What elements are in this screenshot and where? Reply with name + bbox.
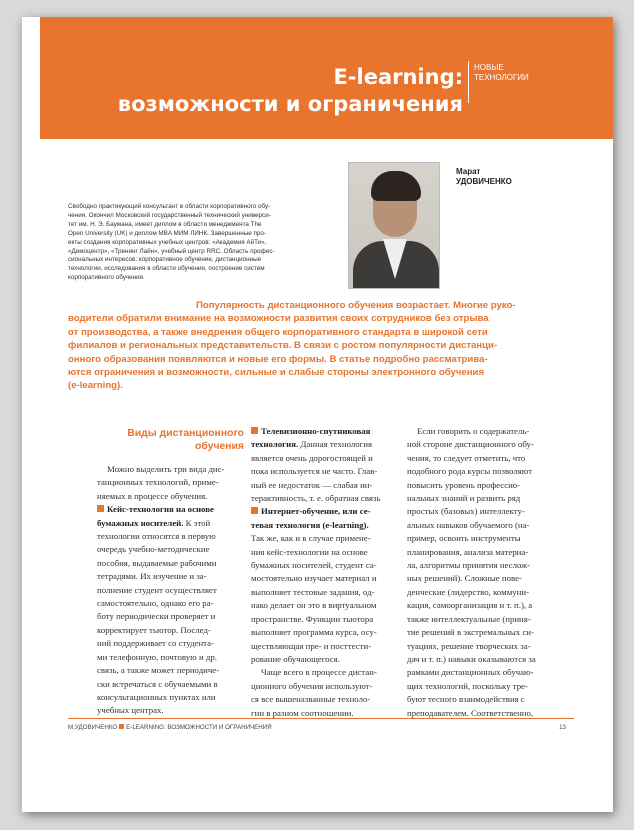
paragraph-line: ществляющая пре- и посттести- <box>251 640 372 651</box>
author-photo <box>348 162 440 289</box>
lead-line: от производства, а также внедрения общего корпоративного стандарта в широкой сети <box>68 326 488 338</box>
net-heading-line-2: тевая технология (e-learning). <box>251 519 369 530</box>
bio-line: «Демоцентр», «Тренинг Лайн», учебный центр RRC. Область профес- <box>68 247 275 255</box>
paragraph-line: Чаще всего в процессе дистан- <box>261 667 377 678</box>
text-column-1 <box>97 425 244 718</box>
rubric-line-2: ТЕХНОЛОГИИ <box>474 73 529 82</box>
paragraph-line: альных навыков обучаемого (на- <box>407 519 530 530</box>
bio-line: Свободно практикующий консультант в области корпоративного обу- <box>68 203 271 210</box>
paragraph-line: полнение студент осуществляет <box>97 584 217 595</box>
paragraph-line: подобного рода курсы позволяют <box>407 466 533 477</box>
paragraph-line: Так же, как и в случае примене- <box>251 533 371 544</box>
paragraph-line: ной стороне дистанционного обу- <box>407 439 534 450</box>
paragraph-line: пособия, выдаваемые рабочими <box>97 557 217 568</box>
footer-square-icon <box>119 724 124 729</box>
title-separator <box>468 61 469 103</box>
case-technology-heading-line-2 <box>97 517 244 530</box>
paragraph-line: выполняет тестовые задания, од- <box>251 586 375 597</box>
case-technology-heading <box>97 503 244 516</box>
bio-line: сиональных интересов: корпоративное обучение, дистанционные <box>68 256 262 264</box>
bio-line: чения. Окончил Московский государственный технический универси- <box>68 211 271 219</box>
tv-technology-heading <box>251 425 398 438</box>
lead-paragraph <box>68 299 574 393</box>
paragraph-line: рование обучающегося. <box>251 653 340 664</box>
paragraph-line: также интеллектуальные (приня- <box>407 613 531 624</box>
paragraph-line: гии в разном соотношении. <box>251 707 354 718</box>
rubric-label <box>474 63 564 83</box>
article-title <box>83 64 463 118</box>
paragraph-line: денческие (лидерство, коммуни- <box>407 586 530 597</box>
paragraph-line: пространстве. Функции тьютора <box>251 613 374 624</box>
paragraph-line: мостоятельно изучает материал и <box>251 573 377 584</box>
title-line-1: E-learning: <box>333 65 463 89</box>
case-heading-line-1: Кейс-технология на основе <box>107 504 214 515</box>
title-line-2: возможности и ограничения <box>117 92 463 116</box>
magazine-page <box>22 17 613 812</box>
paragraph-line: выполняет программа курса, осу- <box>251 627 377 638</box>
author-bio <box>68 203 340 283</box>
lead-line: ются ограничения и возможности, сильные и слабые стороны электронного обучения <box>68 367 485 379</box>
rubric-line-1: НОВЫЕ <box>474 63 504 72</box>
paragraph-line: Если говорить о содержатель- <box>417 426 530 436</box>
author-name <box>456 167 576 187</box>
paragraph-line: бумажных носителей, студент са- <box>251 560 377 571</box>
bio-line: корпоративного обучения. <box>68 274 145 282</box>
lead-line: филиалов и региональных представительств. В связи с ростом популярности дистанци- <box>68 340 498 352</box>
case-heading-tail: К этой <box>183 517 211 528</box>
paragraph-line: пример, освоить инструменты <box>407 533 521 544</box>
header-band <box>40 17 613 139</box>
footer-author: М.УДОВИЧЕНКО <box>68 724 118 731</box>
paragraph-line: дач и т. п.) навыки оказываются за <box>407 653 536 664</box>
tv-heading-line-1: Телевизионно-спутниковая <box>261 426 371 436</box>
page-footer <box>68 723 574 733</box>
author-first-name: Марат <box>456 167 481 176</box>
paragraph-line: ния кейс-технологии на основе <box>251 546 368 557</box>
paragraph-line: простых (базовых) интеллекту- <box>407 506 525 517</box>
paragraph-line: нальных знаний и развить ряд <box>407 493 521 504</box>
paragraph-line: повысить уровень профессио- <box>407 479 521 490</box>
net-heading-line-1: Интернет-обучение, или се- <box>261 506 371 517</box>
section-heading-line-1: Виды дистанционного <box>127 428 244 439</box>
paragraph-line: консультационных пунктах или <box>97 691 216 702</box>
paragraph-line: преподавателем. Соответственно, <box>407 707 534 718</box>
paragraph-line: кация, самоорганизация и т. п.), а <box>407 600 533 611</box>
bio-line: Open University (UK) и диплом MBA МИМ ЛИНК. Завершенные про- <box>68 229 266 237</box>
lead-line: онного образования появляются и новые его формы. В статье подробно рассматрива- <box>68 353 488 365</box>
footer-rule <box>68 718 574 719</box>
paragraph-line: туациях, решение творческих за- <box>407 640 531 651</box>
paragraph-line: щих технологий, поскольку тре- <box>407 680 528 691</box>
lead-line: (e-learning). <box>68 380 123 392</box>
paragraph-line: пока используется не часто. Глав- <box>251 466 378 477</box>
bio-line: екты создания корпоративных учебных центров: «Академия АйТи», <box>68 238 267 246</box>
lead-line: водители обратили внимание на возможности развития своих сотрудников без отрыва <box>68 313 489 325</box>
paragraph-line: рамками дистанционных обучаю- <box>407 667 534 678</box>
paragraph-line: Можно выделить три вида дис- <box>107 464 225 474</box>
paragraph-line: планирования, анализа материа- <box>407 546 529 557</box>
paragraph-line: ми телефонную, почтовую и др. <box>97 651 217 662</box>
tv-heading-tail: Данная технология <box>298 439 372 450</box>
tv-heading-line-2: технология. <box>251 439 299 450</box>
text-column-2 <box>251 425 398 720</box>
bullet-square-icon <box>251 507 258 514</box>
text-column-3 <box>407 425 554 720</box>
author-last-name: УДОВИЧЕНКО <box>456 177 512 186</box>
paragraph-line: корректирует тьютор. Послед- <box>97 624 211 635</box>
section-heading <box>97 425 244 453</box>
lead-line: Популярность дистанционного обучения возрастает. Многие руко- <box>196 300 516 311</box>
paragraph-line: терактивность, т. е. обратная связь <box>251 493 381 504</box>
paragraph-line: учебных центрах. <box>97 705 164 716</box>
paragraph-line: ся все вышеназванные техноло- <box>251 694 371 705</box>
paragraph-line: ний поддерживает со студента- <box>97 638 214 649</box>
paragraph-line: буют тесного взаимодействия с <box>407 694 525 705</box>
paragraph-line: ла, алгоритмы принятия неслож- <box>407 560 531 571</box>
paragraph-line: тие решений в экстремальных си- <box>407 627 534 638</box>
paragraph-line: очередь учебно-методические <box>97 544 210 555</box>
bullet-square-icon <box>97 505 104 512</box>
bio-line: тет им. Н. Э. Баумана, имеет диплом в области менеджмента The <box>68 220 262 228</box>
section-heading-line-2: обучения <box>195 441 244 452</box>
paragraph-line: чения, то следует отметить, что <box>407 452 526 463</box>
paragraph-line: нако делает он это в виртуальном <box>251 600 377 611</box>
paragraph-line: самостоятельно, однако его ра- <box>97 598 214 609</box>
bio-line: технологии, исследования в области обучения, построение систем <box>68 265 265 273</box>
photo-hair-shape <box>371 171 421 201</box>
paragraph-line: танционных технологий, приме- <box>97 477 219 488</box>
paragraph-line: боту периодически проверяет и <box>97 611 216 622</box>
bullet-square-icon <box>251 427 258 434</box>
tv-technology-heading-line-2 <box>251 438 398 451</box>
paragraph-line: технологии относятся в первую <box>97 531 216 542</box>
page-number: 13 <box>559 724 566 731</box>
paragraph-line: ных решений). Сложные пове- <box>407 573 522 584</box>
paragraph-line: ционного обучения используют- <box>251 680 373 691</box>
case-heading-line-2: бумажных носителей. <box>97 517 184 528</box>
paragraph-line: связь, а также может периодиче- <box>97 665 220 676</box>
paragraph-line: ски встречаться с обучаемыми в <box>97 678 218 689</box>
footer-article-title: E-LEARNING: ВОЗМОЖНОСТИ И ОГРАНИЧЕНИЯ <box>126 724 272 731</box>
paragraph-line: тетрадями. Их изучение и за- <box>97 571 207 582</box>
paragraph-line: ный ее недостаток — слабая ин- <box>251 479 373 490</box>
internet-learning-heading <box>251 505 398 518</box>
paragraph-line: является очень дорогостоящей и <box>251 452 373 463</box>
paragraph-line: няемых в процессе обучения. <box>97 490 208 501</box>
